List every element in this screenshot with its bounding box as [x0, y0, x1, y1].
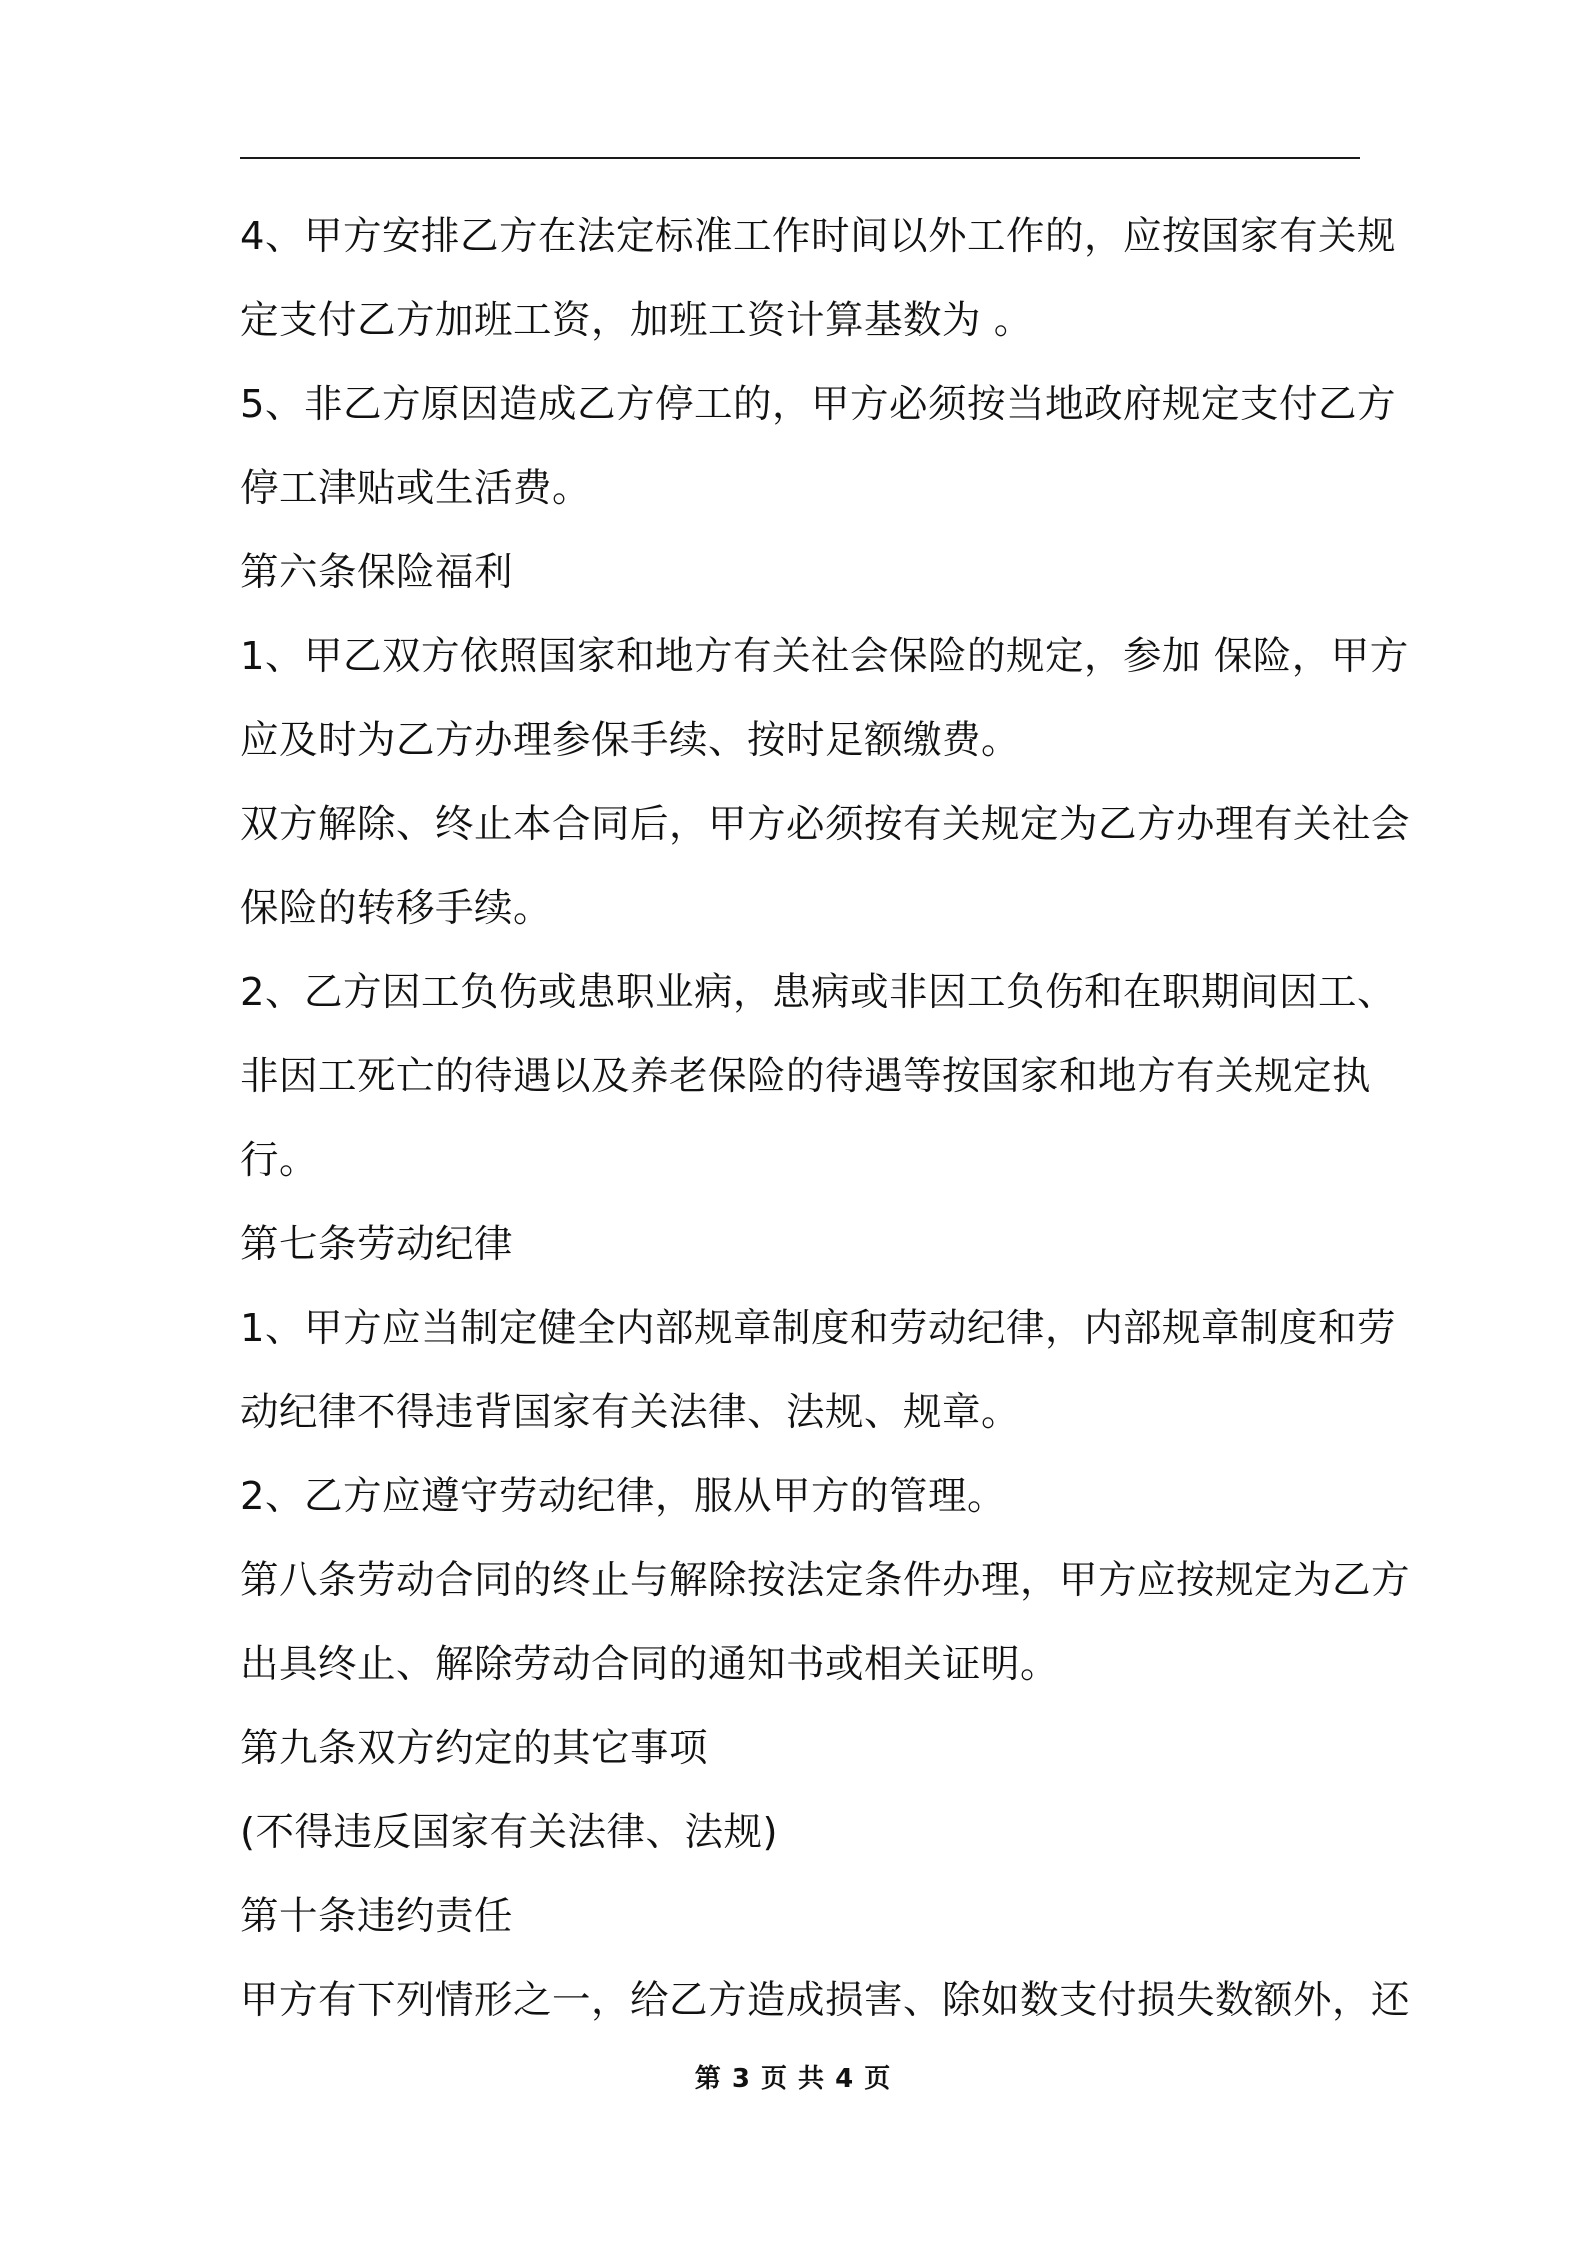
- section-heading: 第九条双方约定的其它事项: [240, 1726, 709, 1771]
- document-body: [240, 195, 1411, 2043]
- text-line: 定支付乙方加班工资，加班工资计算基数为 。: [240, 298, 1033, 343]
- text-line: 动纪律不得违背国家有关法律、法规、规章。: [240, 1390, 1021, 1435]
- text-line: 4、甲方安排乙方在法定标准工作时间以外工作的，应按国家有关规: [240, 214, 1396, 259]
- text-line: 双方解除、终止本合同后，甲方必须按有关规定为乙方办理有关社会: [240, 802, 1411, 847]
- text-line: 甲方有下列情形之一，给乙方造成损害、除如数支付损失数额外，还: [240, 1978, 1411, 2023]
- header-rule: [240, 157, 1360, 159]
- text-line: 出具终止、解除劳动合同的通知书或相关证明。: [240, 1642, 1060, 1687]
- text-line: 行。: [240, 1138, 319, 1183]
- section-heading: 第六条保险福利: [240, 550, 514, 595]
- text-line: 保险的转移手续。: [240, 886, 553, 931]
- section-heading: 第七条劳动纪律: [240, 1222, 514, 1267]
- section-heading: 第八条劳动合同的终止与解除按法定条件办理，甲方应按规定为乙方: [240, 1558, 1411, 1603]
- text-line: 2、乙方应遵守劳动纪律，服从甲方的管理。: [240, 1474, 1006, 1519]
- text-line: 1、甲方应当制定健全内部规章制度和劳动纪律，内部规章制度和劳: [240, 1306, 1396, 1351]
- text-line: 1、甲乙双方依照国家和地方有关社会保险的规定，参加 保险，甲方: [240, 634, 1409, 679]
- text-line: 2、乙方因工负伤或患职业病，患病或非因工负伤和在职期间因工、: [240, 970, 1396, 1015]
- page-number-footer: 第 3 页 共 4 页: [694, 2064, 892, 2094]
- text-line: 应及时为乙方办理参保手续、按时足额缴费。: [240, 718, 1021, 763]
- text-line: 非因工死亡的待遇以及养老保险的待遇等按国家和地方有关规定执: [240, 1054, 1372, 1099]
- section-heading: 第十条违约责任: [240, 1894, 514, 1939]
- text-line: 停工津贴或生活费。: [240, 466, 592, 511]
- text-line: 5、非乙方原因造成乙方停工的，甲方必须按当地政府规定支付乙方: [240, 382, 1396, 427]
- text-line: (不得违反国家有关法律、法规): [240, 1810, 779, 1855]
